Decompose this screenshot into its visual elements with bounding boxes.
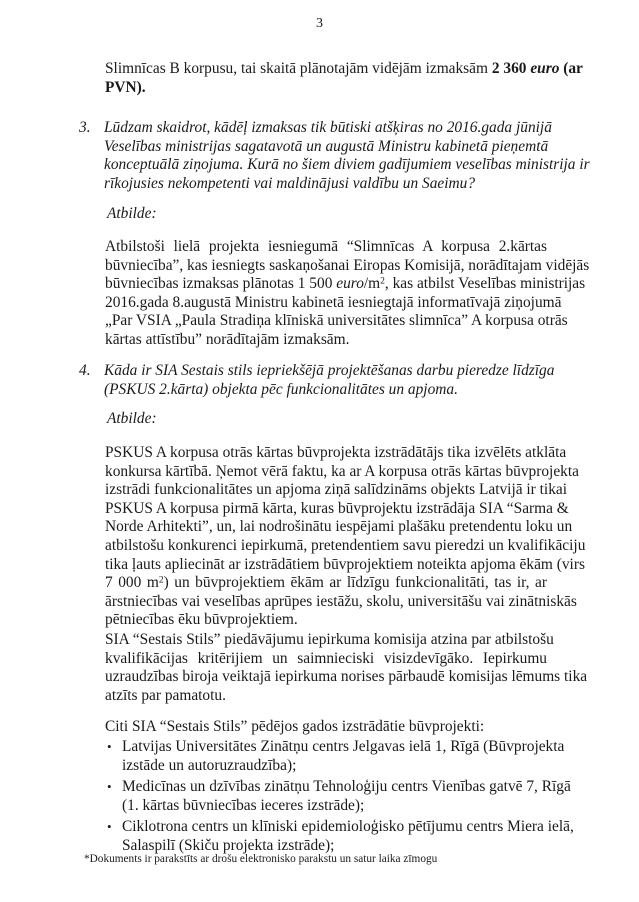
question-line: konceptuālā ziņojuma. Kurā no šiem diviem gadījumiem veselības ministrija ir: [104, 156, 590, 174]
answer-line: atbilstošu konkurenci iepirkumā, pretendentiem savu pieredzi un kvalifikāciju: [105, 536, 586, 554]
intro-text: Slimnīcas B korpusu, tai skaitā plānotajām vidējām izmaksām: [105, 60, 492, 77]
superscript: 2: [158, 574, 164, 586]
intro-paragraph: [105, 60, 583, 97]
answer-4-paragraph-1: [105, 444, 586, 630]
list-item-line: izstāde un autoruzraudzība);: [122, 756, 297, 774]
answer-line: kārtas attīstību” norādītajām izmaksām.: [105, 330, 350, 348]
list-item: [105, 778, 571, 815]
question-line: Lūdzam skaidrot, kādēļ izmaksas tik būtiski atšķiras no 2016.gada jūnijā: [104, 119, 552, 136]
answer-4-paragraph-2: [105, 631, 588, 705]
text-fragment: ) un būvprojektiem ēkām ar līdzīgu funkcionalitāti, tas ir, ar: [163, 574, 547, 592]
bullet-icon: •: [107, 819, 112, 835]
answer-line: konkursa kārtībā. Ņemot vērā faktu, ka ar A korpusa otrās kārtas būvprojekta: [105, 462, 579, 480]
answer-line: pētniecības ēku būvprojektiem.: [105, 611, 298, 629]
question-line: rīkojusies nekompetenti vai maldinājusi valdību un Saeimu?: [104, 174, 476, 192]
question-line: (PSKUS 2.kārta) objekta pēc funkcionalitātes un apjoma.: [104, 380, 458, 398]
projects-intro: [105, 718, 547, 737]
amount-currency: euro: [530, 60, 560, 77]
answer-line: SIA “Sestais Stils” piedāvājumu iepirkuma komisija atzina par atbilstošu: [105, 631, 554, 648]
bullet-icon: •: [107, 779, 112, 795]
projects-list: [105, 738, 574, 859]
currency-unit: euro: [336, 275, 364, 293]
list-item-line: (1. kārtas būvniecības ieceres izstrāde);: [122, 796, 365, 814]
answer-line: Norde Arhitekti”, un, lai nodrošinātu iespējami plašāku pretendentu loku un: [105, 518, 573, 536]
answer-line: atzīts par pamatotu.: [105, 686, 226, 704]
answer-line: 2016.gada 8.augustā Ministru kabinetā iesniegtajā informatīvajā ziņojumā: [105, 293, 562, 311]
answer-label: Atbilde:: [107, 410, 157, 427]
text-fragment: 7 000 m: [105, 574, 159, 592]
answer-line: „Par VSIA „Paula Stradiņa klīniskā universitātes slimnīca” A korpusa otrās: [105, 312, 568, 330]
text-fragment: , kas atbilst Veselības ministrijas: [384, 275, 586, 293]
list-item-line: Latvijas Universitātes Zinātņu centrs Jelgavas ielā 1, Rīgā (Būvprojekta: [122, 738, 565, 755]
question-number: 4.: [79, 362, 91, 379]
projects-intro-text: Citi SIA “Sestais Stils” pēdējos gados izstrādātie būvprojekti:: [105, 718, 485, 735]
text-fragment: /m: [363, 275, 381, 293]
answer-line: PSKUS A korpusa otrās kārtas būvprojekta izstrādātājs tika izvēlēts atklāta: [105, 444, 567, 461]
question-text: [104, 119, 590, 193]
answer-3-paragraph: [105, 238, 590, 350]
amount-suffix: (ar: [559, 60, 583, 77]
list-item: [105, 738, 565, 775]
amount-value: 2 360: [491, 60, 531, 77]
answer-label: Atbilde:: [107, 205, 157, 222]
answer-line: izstrādi funkcionalitātes un apjoma ziņā salīdzināms objekts Latvijā ir tikai: [105, 481, 568, 499]
answer-line: PSKUS A korpusa pirmā kārta, kuras būvprojektu izstrādāja SIA “Sarma &: [105, 499, 569, 517]
answer-line: tika ļauts apliecināt ar izstrādātiem būvprojektiem noteikta apjoma ēkām (virs: [105, 555, 585, 573]
list-item-line: Salaspilī (Skiču projekta izstrāde);: [122, 836, 335, 854]
answer-line: [105, 574, 547, 593]
intro-line-2: [105, 79, 547, 98]
question-4: [79, 362, 555, 399]
page-number: 3: [316, 16, 323, 31]
answer-line: kvalifikācijas kritērijiem un saimnieciski visizdevīgāko. Iepirkumu: [105, 649, 547, 667]
answer-line: būvniecība”, kas iesniegts saskaņošanai Eiropas Komisijā, norādītajam vidējās: [105, 256, 590, 274]
question-3: [79, 119, 590, 193]
list-item-line: Medicīnas un dzīvības zinātņu Tehnoloģiju centrs Vienības gatvē 7, Rīgā: [122, 778, 571, 796]
answer-line: [105, 275, 586, 294]
list-item-line: Ciklotrona centrs un klīniski epidemioloģisko pētījumu centrs Miera ielā,: [122, 818, 574, 836]
question-line: Veselības ministrijas sagatavotā un augustā Ministru kabinetā pieņemtā: [104, 137, 549, 155]
list-item: [105, 818, 574, 855]
question-line: Kāda ir SIA Sestais stils iepriekšējā projektēšanas darbu pieredze līdzīga: [104, 362, 555, 379]
text-fragment: būvniecības izmaksas plānotas 1 500: [105, 275, 337, 293]
bullet-icon: •: [107, 739, 112, 754]
answer-line: uzraudzības biroja veiktajā iepirkuma norises pārbaudē komisijas lēmums tika: [105, 668, 588, 686]
question-text: [104, 362, 555, 399]
intro-amount: [492, 60, 583, 77]
intro-line-1: [105, 60, 583, 79]
superscript: 2: [380, 275, 385, 287]
question-number: 3.: [79, 119, 91, 136]
answer-line: Atbilstoši lielā projekta iesniegumā “Slimnīcas A korpusa 2.kārtas: [105, 238, 547, 255]
signature-footnote: *Dokuments ir parakstīts ar drošu elektronisko parakstu un satur laika zīmogu: [84, 853, 438, 865]
answer-line: ārstniecības vai veselības aprūpes iestāžu, skolu, universitāšu vai zinātniskās: [105, 592, 577, 610]
intro-vat: PVN).: [105, 78, 146, 96]
